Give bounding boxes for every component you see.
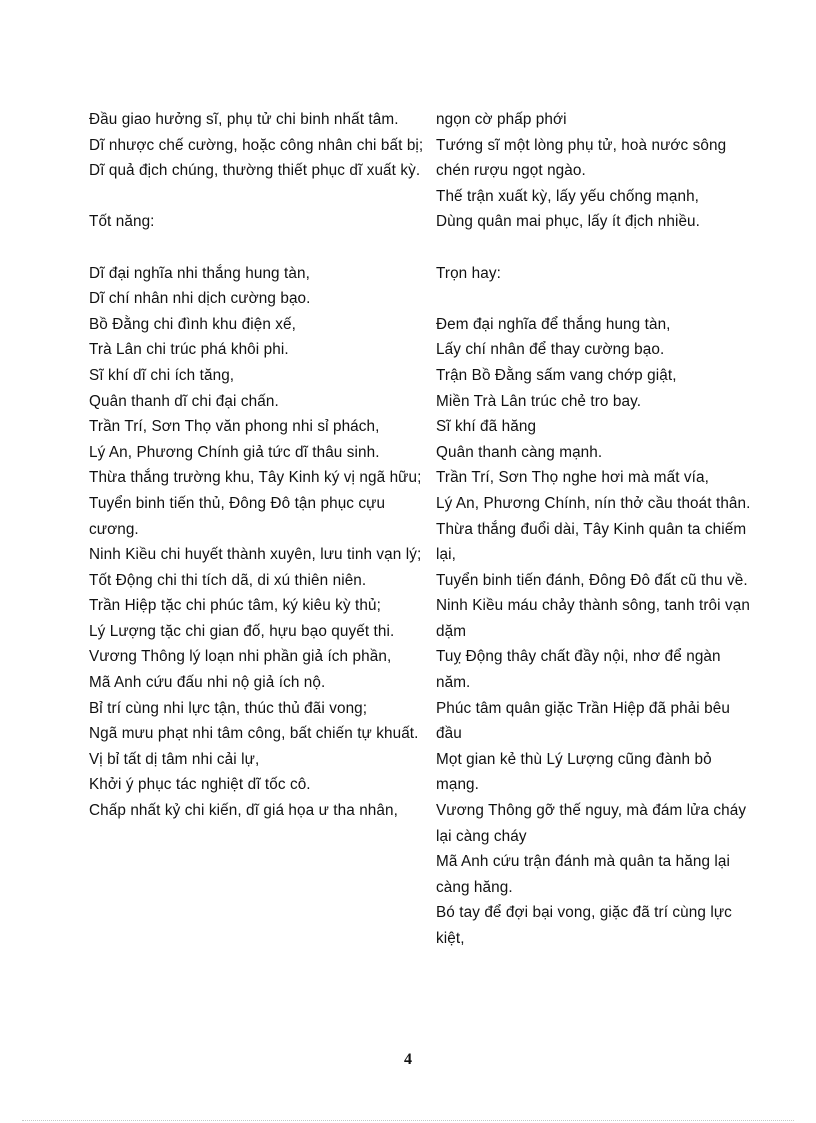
- right-column-line: Trần Trí, Sơn Thọ nghe hơi mà mất vía,: [436, 469, 709, 487]
- left-column-line: Dĩ chí nhân nhi dịch cường bạo.: [89, 290, 311, 308]
- left-column-line: Trà Lân chi trúc phá khôi phi.: [89, 341, 289, 359]
- left-column-line: Trần Trí, Sơn Thọ văn phong nhi sỉ phách,: [89, 418, 380, 436]
- right-column-stanza-gap: [436, 286, 754, 312]
- left-column-line: Ninh Kiều chi huyết thành xuyên, lưu tinh vạn lý;: [89, 546, 422, 564]
- right-column-line: Bó tay để đợi bại vong, giặc đã trí cùng lực kiệt,: [436, 904, 732, 947]
- right-column-line: Tuỵ Động thây chất đầy nội, nhơ để ngàn năm.: [436, 648, 721, 692]
- right-column-line: Lý An, Phương Chính, nín thở cầu thoát thân.: [436, 494, 751, 512]
- left-column-line: Dĩ đại nghĩa nhi thắng hung tàn,: [89, 264, 310, 282]
- left-column-line: Sĩ khí dĩ chi ích tăng,: [89, 366, 235, 384]
- left-column-line: Vương Thông lý loạn nhi phần giả ích phần,: [89, 648, 392, 666]
- left-column-line: Ngã mưu phạt nhi tâm công, bất chiến tự khuất.: [89, 725, 419, 743]
- right-column-line: Thừa thắng đuổi dài, Tây Kinh quân ta chiếm lại,: [436, 520, 747, 564]
- left-column-line: Dĩ quả địch chúng, thường thiết phục dĩ xuất kỳ.: [89, 162, 421, 180]
- right-column-line: Trọn hay:: [436, 264, 501, 282]
- left-column-line: Lý Lượng tặc chi gian đố, hựu bạo quyết thi.: [89, 622, 395, 640]
- right-column-line: Phúc tâm quân giặc Trần Hiệp đã phải bêu đầu: [436, 699, 730, 743]
- left-column: [89, 107, 431, 824]
- left-column-line: Thừa thắng trường khu, Tây Kinh ký vị ngã hữu;: [89, 469, 422, 487]
- left-column-line: Mã Anh cứu đấu nhi nộ giả ích nộ.: [89, 674, 326, 692]
- right-column-stanza-gap: [436, 235, 754, 261]
- left-column-line: Tốt năng:: [89, 213, 155, 231]
- left-column-line: Lý An, Phương Chính giả tức dĩ thâu sinh.: [89, 443, 380, 461]
- page-number: 4: [404, 1051, 412, 1068]
- left-column-stanza-gap: [89, 184, 431, 210]
- left-column-line: Bồ Đằng chi đình khu điện xế,: [89, 315, 296, 333]
- right-column-line: Mã Anh cứu trận đánh mà quân ta hăng lại càng hăng.: [436, 853, 731, 896]
- left-column-line: Trần Hiệp tặc chi phúc tâm, ký kiêu kỳ thủ;: [89, 597, 381, 615]
- left-column-line: Khởi ý phục tác nghiệt dĩ tốc cô.: [89, 776, 311, 794]
- right-column-line: Trận Bồ Đằng sấm vang chớp giật,: [436, 366, 677, 384]
- right-column-line: Tướng sĩ một lòng phụ tử, hoà nước sông chén rượu ngọt ngào.: [436, 136, 727, 180]
- left-column-stanza-gap: [89, 235, 431, 261]
- left-column-line: Tốt Động chi thi tích dã, di xú thiên niên.: [89, 571, 367, 589]
- right-column-line: Vương Thông gỡ thế nguy, mà đám lửa cháy lại càng cháy: [436, 802, 747, 845]
- right-column-line: ngọn cờ phấp phới: [436, 111, 567, 128]
- left-column-line: Tuyển binh tiến thủ, Đông Đô tận phục cựu cương.: [89, 494, 386, 538]
- page-bottom-rule: [22, 1120, 794, 1121]
- left-column-line: Quân thanh dĩ chi đại chấn.: [89, 392, 279, 410]
- right-column-line: Lấy chí nhân để thay cường bạo.: [436, 341, 665, 359]
- left-column-line: Dĩ nhược chế cường, hoặc công nhân chi bất bị;: [89, 136, 424, 154]
- right-column-line: Mọt gian kẻ thù Lý Lượng cũng đành bỏ mạng.: [436, 750, 712, 794]
- right-column-line: Thế trận xuất kỳ, lấy yếu chống mạnh,: [436, 187, 700, 205]
- left-column-line: Chấp nhất kỷ chi kiến, dĩ giá họa ư tha nhân,: [89, 802, 398, 820]
- right-column-line: Đem đại nghĩa để thắng hung tàn,: [436, 315, 671, 333]
- right-column: [436, 107, 754, 952]
- right-column-line: Sĩ khí đã hăng: [436, 418, 537, 436]
- right-column-line: Dùng quân mai phục, lấy ít địch nhiều.: [436, 213, 701, 231]
- right-column-line: Quân thanh càng mạnh.: [436, 443, 603, 461]
- right-column-line: Tuyển binh tiến đánh, Đông Đô đất cũ thu về.: [436, 571, 748, 589]
- left-column-line: Bỉ trí cùng nhi lực tận, thúc thủ đãi vong;: [89, 699, 368, 717]
- right-column-line: Miền Trà Lân trúc chẻ tro bay.: [436, 392, 642, 410]
- left-column-line: Vị bỉ tất dị tâm nhi cải lự,: [89, 750, 260, 768]
- right-column-line: Ninh Kiều máu chảy thành sông, tanh trôi vạn dặm: [436, 597, 750, 640]
- left-column-line: Đầu giao hưởng sĩ, phụ tử chi binh nhất tâm.: [89, 111, 399, 128]
